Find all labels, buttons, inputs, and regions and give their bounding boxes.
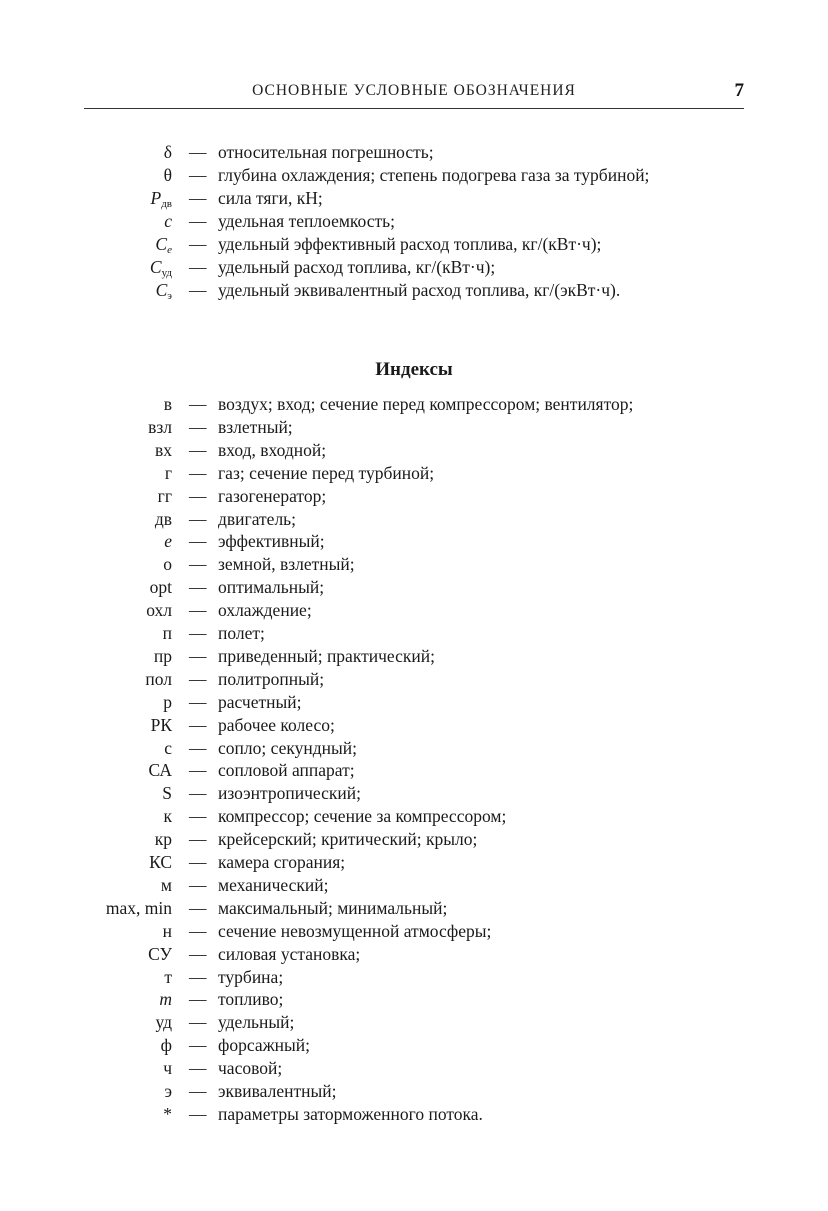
index-description: газ; сечение перед турбиной; — [218, 463, 435, 483]
index-term: m — [159, 989, 172, 1009]
index-entry — [0, 393, 828, 416]
symbol-description: удельный эквивалентный расход топлива, кг/(экВт·ч). — [218, 280, 621, 300]
symbol-term — [156, 279, 172, 308]
index-entry — [0, 530, 828, 553]
symbol-description: относительная погрешность; — [218, 142, 434, 162]
index-description: газогенератор; — [218, 486, 327, 506]
entry-dash: — — [189, 417, 207, 437]
index-term: дв — [154, 509, 172, 529]
index-term: ф — [160, 1035, 172, 1055]
entry-dash: — — [189, 394, 207, 414]
entry-dash: — — [189, 967, 207, 987]
index-entry — [0, 576, 828, 599]
index-description: вход, входной; — [218, 440, 327, 460]
index-term: охл — [146, 600, 172, 620]
symbol-description: удельный эффективный расход топлива, кг/(кВт·ч); — [218, 234, 602, 254]
index-entry — [0, 1080, 828, 1103]
entry-dash: — — [189, 509, 207, 529]
symbol-entry — [0, 279, 828, 302]
symbol-base: θ — [163, 165, 172, 185]
index-description: эквивалентный; — [218, 1081, 337, 1101]
index-term: взл — [148, 417, 172, 437]
index-term: * — [163, 1104, 172, 1124]
entry-dash: — — [189, 463, 207, 483]
index-entry — [0, 714, 828, 737]
index-term: max, min — [105, 898, 172, 918]
entry-dash: — — [189, 783, 207, 803]
symbol-description: удельная теплоемкость; — [218, 211, 395, 231]
symbol-base: C — [155, 234, 168, 254]
index-description: камера сгорания; — [218, 852, 346, 872]
index-description: параметры заторможенного потока. — [218, 1104, 483, 1124]
index-term: с — [164, 738, 172, 758]
index-term: ч — [163, 1058, 172, 1078]
entry-dash: — — [189, 669, 207, 689]
index-term: РК — [150, 715, 172, 735]
entry-dash: — — [189, 1081, 207, 1101]
index-entry — [0, 439, 828, 462]
symbol-entry — [0, 141, 828, 164]
index-description: компрессор; сечение за компрессором; — [218, 806, 507, 826]
entry-dash: — — [189, 554, 207, 574]
index-term: КС — [149, 852, 172, 872]
page-number: 7 — [734, 80, 744, 101]
index-entry — [0, 645, 828, 668]
index-term: о — [163, 554, 172, 574]
symbol-description: удельный расход топлива, кг/(кВт·ч); — [218, 257, 496, 277]
index-term: вх — [154, 440, 172, 460]
symbol-subscript: уд — [161, 267, 172, 279]
index-description: удельный; — [218, 1012, 295, 1032]
index-entry — [0, 1103, 828, 1126]
index-entry — [0, 851, 828, 874]
index-term: г — [164, 463, 172, 483]
index-term: гг — [157, 486, 172, 506]
entry-dash: — — [189, 165, 207, 185]
index-term: р — [163, 692, 172, 712]
index-entry — [0, 668, 828, 691]
symbol-entry — [0, 187, 828, 210]
index-term: п — [162, 623, 172, 643]
index-term: пр — [153, 646, 172, 666]
symbol-term — [164, 210, 172, 233]
index-description: двигатель; — [218, 509, 297, 529]
indices-heading: Индексы — [375, 359, 453, 380]
index-entry — [0, 553, 828, 576]
index-description: топливо; — [218, 989, 284, 1009]
index-term: к — [163, 806, 172, 826]
symbol-entry — [0, 164, 828, 187]
symbol-base: C — [155, 280, 168, 300]
index-term: opt — [149, 577, 172, 597]
index-term: н — [162, 921, 172, 941]
entry-dash: — — [189, 646, 207, 666]
entry-dash: — — [189, 944, 207, 964]
index-term: м — [160, 875, 172, 895]
index-entry — [0, 599, 828, 622]
index-term: уд — [155, 1012, 172, 1032]
index-description: механический; — [218, 875, 329, 895]
symbol-base: P — [150, 188, 162, 208]
entry-dash: — — [189, 440, 207, 460]
index-description: сечение невозмущенной атмосферы; — [218, 921, 492, 941]
index-entry — [0, 897, 828, 920]
index-term: кр — [154, 829, 172, 849]
index-term: пол — [145, 669, 172, 689]
index-description: политропный; — [218, 669, 325, 689]
symbol-base: c — [164, 211, 172, 231]
entry-dash: — — [189, 692, 207, 712]
symbol-subscript: дв — [161, 198, 172, 210]
entry-dash: — — [189, 921, 207, 941]
index-entry — [0, 462, 828, 485]
entry-dash: — — [189, 1104, 207, 1124]
running-header — [84, 80, 744, 109]
index-term: S — [162, 783, 172, 803]
entry-dash: — — [189, 989, 207, 1009]
index-description: взлетный; — [218, 417, 293, 437]
entry-dash: — — [189, 898, 207, 918]
symbol-base: δ — [163, 142, 172, 162]
entry-dash: — — [189, 829, 207, 849]
entry-dash: — — [189, 623, 207, 643]
entry-dash: — — [189, 577, 207, 597]
entry-dash: — — [189, 188, 207, 208]
index-description: форсажный; — [218, 1035, 311, 1055]
entry-dash: — — [189, 760, 207, 780]
entry-dash: — — [189, 806, 207, 826]
symbol-term — [164, 141, 172, 164]
index-entry — [0, 874, 828, 897]
entry-dash: — — [189, 1035, 207, 1055]
index-description: сопло; секундный; — [218, 738, 357, 758]
symbol-entry — [0, 233, 828, 256]
index-entry — [0, 737, 828, 760]
entry-dash: — — [189, 531, 207, 551]
index-description: охлаждение; — [218, 600, 312, 620]
entry-dash: — — [189, 211, 207, 231]
index-description: приведенный; практический; — [218, 646, 435, 666]
index-description: силовая установка; — [218, 944, 361, 964]
index-entry — [0, 988, 828, 1011]
index-entry — [0, 1034, 828, 1057]
entry-dash: — — [189, 142, 207, 162]
index-term: т — [164, 967, 172, 987]
index-description: полет; — [218, 623, 265, 643]
index-description: часовой; — [218, 1058, 283, 1078]
index-description: сопловой аппарат; — [218, 760, 355, 780]
symbol-description: сила тяги, кН; — [218, 188, 323, 208]
entry-dash: — — [189, 738, 207, 758]
index-term: e — [164, 531, 172, 551]
entry-dash: — — [189, 600, 207, 620]
entry-dash: — — [189, 715, 207, 735]
index-entry — [0, 920, 828, 943]
index-entry — [0, 943, 828, 966]
index-entry — [0, 759, 828, 782]
index-entry — [0, 416, 828, 439]
index-term: в — [163, 394, 172, 414]
index-description: расчетный; — [218, 692, 302, 712]
symbol-entry — [0, 210, 828, 233]
index-term: СА — [148, 760, 172, 780]
entry-dash: — — [189, 280, 207, 300]
entry-dash: — — [189, 257, 207, 277]
symbol-entry — [0, 256, 828, 279]
index-entry — [0, 782, 828, 805]
index-entry — [0, 828, 828, 851]
index-entry — [0, 622, 828, 645]
index-entry — [0, 805, 828, 828]
index-entry — [0, 966, 828, 989]
symbol-subscript: э — [167, 290, 172, 302]
entry-dash: — — [189, 875, 207, 895]
entry-dash: — — [189, 852, 207, 872]
index-entry — [0, 1011, 828, 1034]
index-description: оптимальный; — [218, 577, 325, 597]
index-description: турбина; — [218, 967, 284, 987]
symbol-term — [164, 164, 172, 187]
running-header-title: ОСНОВНЫЕ УСЛОВНЫЕ ОБОЗНАЧЕНИЯ — [252, 82, 576, 99]
index-entry — [0, 1057, 828, 1080]
symbol-subscript: e — [167, 244, 172, 256]
index-description: эффективный; — [218, 531, 325, 551]
index-description: рабочее колесо; — [218, 715, 335, 735]
entry-dash: — — [189, 1058, 207, 1078]
entry-dash: — — [189, 486, 207, 506]
index-entry — [0, 485, 828, 508]
index-description: земной, взлетный; — [218, 554, 355, 574]
index-description: крейсерский; критический; крыло; — [218, 829, 478, 849]
entry-dash: — — [189, 1012, 207, 1032]
index-term: э — [164, 1081, 172, 1101]
symbol-base: C — [149, 257, 162, 277]
index-description: воздух; вход; сечение перед компрессором; вентилятор; — [218, 394, 634, 414]
symbol-description: глубина охлаждения; степень подогрева газа за турбиной; — [218, 165, 650, 185]
index-entry — [0, 691, 828, 714]
index-entry — [0, 508, 828, 531]
index-description: максимальный; минимальный; — [218, 898, 448, 918]
index-term: СУ — [148, 944, 172, 964]
entry-dash: — — [189, 234, 207, 254]
index-description: изоэнтропический; — [218, 783, 361, 803]
